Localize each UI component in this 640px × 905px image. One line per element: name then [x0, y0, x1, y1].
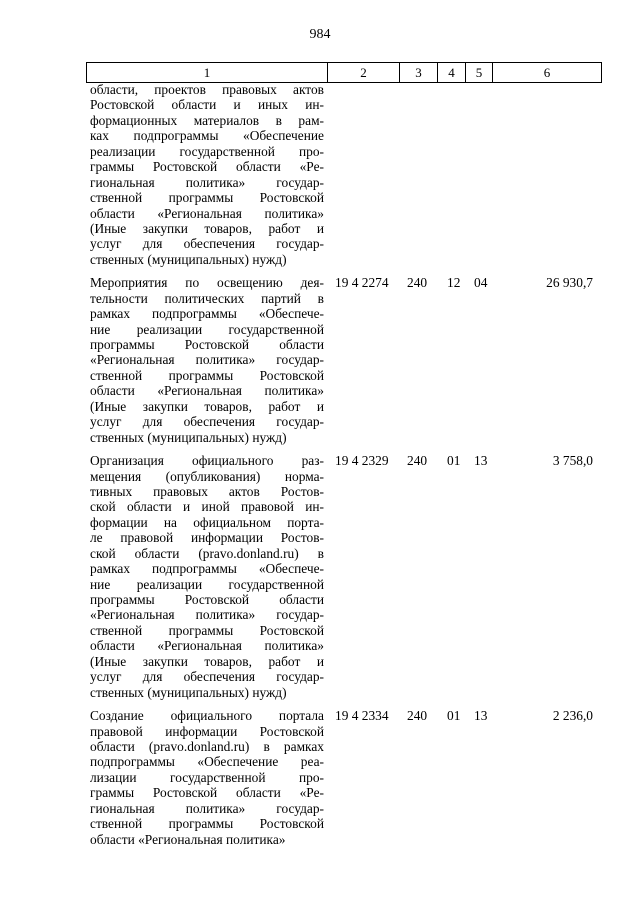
row-description [86, 275, 324, 445]
target-article-code: 19 4 2329 [335, 453, 389, 469]
description-line: формационных материалов в рам- [90, 112, 324, 128]
description-line: Ростовской области и иных ин- [90, 97, 324, 113]
table-row [86, 708, 601, 847]
description-line: ственной программы Ростовской [90, 367, 324, 383]
row-spacer [86, 267, 601, 275]
section-code: 12 [447, 275, 461, 291]
description-line: ской области и иной правовой ин- [90, 499, 324, 515]
table-row [86, 275, 601, 445]
description-line: «Региональная политика» государ- [90, 607, 324, 623]
description-line: (Иные закупки товаров, работ и [90, 398, 324, 414]
page-number: 984 [309, 27, 331, 42]
header-col-3: 3 [400, 63, 438, 83]
description-line: тельности политических партий в [90, 290, 324, 306]
row-description [86, 708, 324, 847]
description-line: программы Ростовской области [90, 592, 324, 607]
description-line: ственных (муниципальных) нужд) [90, 251, 287, 267]
section-code: 01 [447, 453, 461, 469]
description-line: граммы Ростовской области «Ре- [90, 785, 324, 801]
subsection-code: 04 [474, 275, 488, 291]
amount-value: 3 758,0 [552, 453, 593, 469]
description-line: гиональная политика» государ- [90, 174, 324, 190]
description-line: ственной программы Ростовской [90, 190, 324, 206]
description-line: (Иные закупки товаров, работ и [90, 220, 324, 236]
description-line: гиональная политика» государ- [90, 800, 324, 816]
description-line: тивных правовых актов Ростов- [90, 483, 324, 499]
description-line: ние реализации государственной [90, 576, 324, 592]
description-line: области «Региональная политика» [90, 205, 324, 221]
header-col-5: 5 [466, 63, 493, 83]
description-line: подпрограммы «Обеспечение реа- [90, 754, 324, 770]
header-col-6: 6 [493, 63, 602, 83]
description-line: услуг для обеспечения государ- [90, 669, 324, 685]
description-line: лизации государственной про- [90, 769, 324, 785]
description-line: рамках подпрограммы «Обеспече- [90, 561, 324, 577]
description-line: области «Региональная политика» [90, 638, 324, 654]
description-line: услуг для обеспечения государ- [90, 236, 324, 252]
description-line: ках подпрограммы «Обеспечение [90, 128, 324, 144]
description-line: Создание официального портала [90, 708, 324, 724]
description-line: услуг для обеспечения государ- [90, 414, 324, 430]
budget-table-body [86, 82, 601, 847]
column-header-row [86, 62, 602, 83]
description-line: ственных (муниципальных) нужд) [90, 429, 287, 445]
amount-value: 2 236,0 [552, 708, 593, 724]
description-line: граммы Ростовской области «Ре- [90, 159, 324, 175]
description-line: реализации государственной про- [90, 143, 324, 159]
description-line: области (pravo.donland.ru) в рамках [90, 738, 324, 754]
row-spacer [86, 700, 601, 708]
description-line: ской области (pravo.donland.ru) в [90, 545, 324, 561]
description-line: программы Ростовской области [90, 337, 324, 352]
table-row [86, 453, 601, 700]
description-line: области, проектов правовых актов [90, 82, 324, 97]
description-line: Организация официального раз- [90, 453, 324, 469]
header-col-2: 2 [328, 63, 400, 83]
description-line: «Региональная политика» государ- [90, 352, 324, 368]
header-col-4: 4 [438, 63, 466, 83]
target-article-code: 19 4 2274 [335, 275, 389, 291]
expense-type: 240 [407, 275, 428, 291]
target-article-code: 19 4 2334 [335, 708, 389, 724]
row-description [86, 82, 324, 267]
description-line: ственных (муниципальных) нужд) [90, 684, 287, 700]
description-line: Мероприятия по освещению дея- [90, 275, 324, 291]
row-description [86, 453, 324, 700]
subsection-code: 13 [474, 453, 488, 469]
description-line: ственной программы Ростовской [90, 816, 324, 832]
description-line: области «Региональная политика» [90, 383, 324, 399]
description-line: ние реализации государственной [90, 321, 324, 337]
expense-type: 240 [407, 453, 428, 469]
description-line: правовой информации Ростовской [90, 723, 324, 739]
amount-value: 26 930,7 [546, 275, 593, 291]
description-line: области «Региональная политика» [90, 831, 286, 847]
description-line: мещения (опубликования) норма- [90, 468, 324, 484]
subsection-code: 13 [474, 708, 488, 724]
row-spacer [86, 445, 601, 453]
table-row [86, 82, 601, 267]
description-line: рамках подпрограммы «Обеспече- [90, 306, 324, 322]
expense-type: 240 [407, 708, 428, 724]
description-line: формации на официальном порта- [90, 514, 324, 530]
description-line: ле правовой информации Ростов- [90, 530, 324, 546]
description-line: (Иные закупки товаров, работ и [90, 653, 324, 669]
description-line: ственной программы Ростовской [90, 622, 324, 638]
section-code: 01 [447, 708, 461, 724]
header-col-1: 1 [87, 63, 328, 83]
